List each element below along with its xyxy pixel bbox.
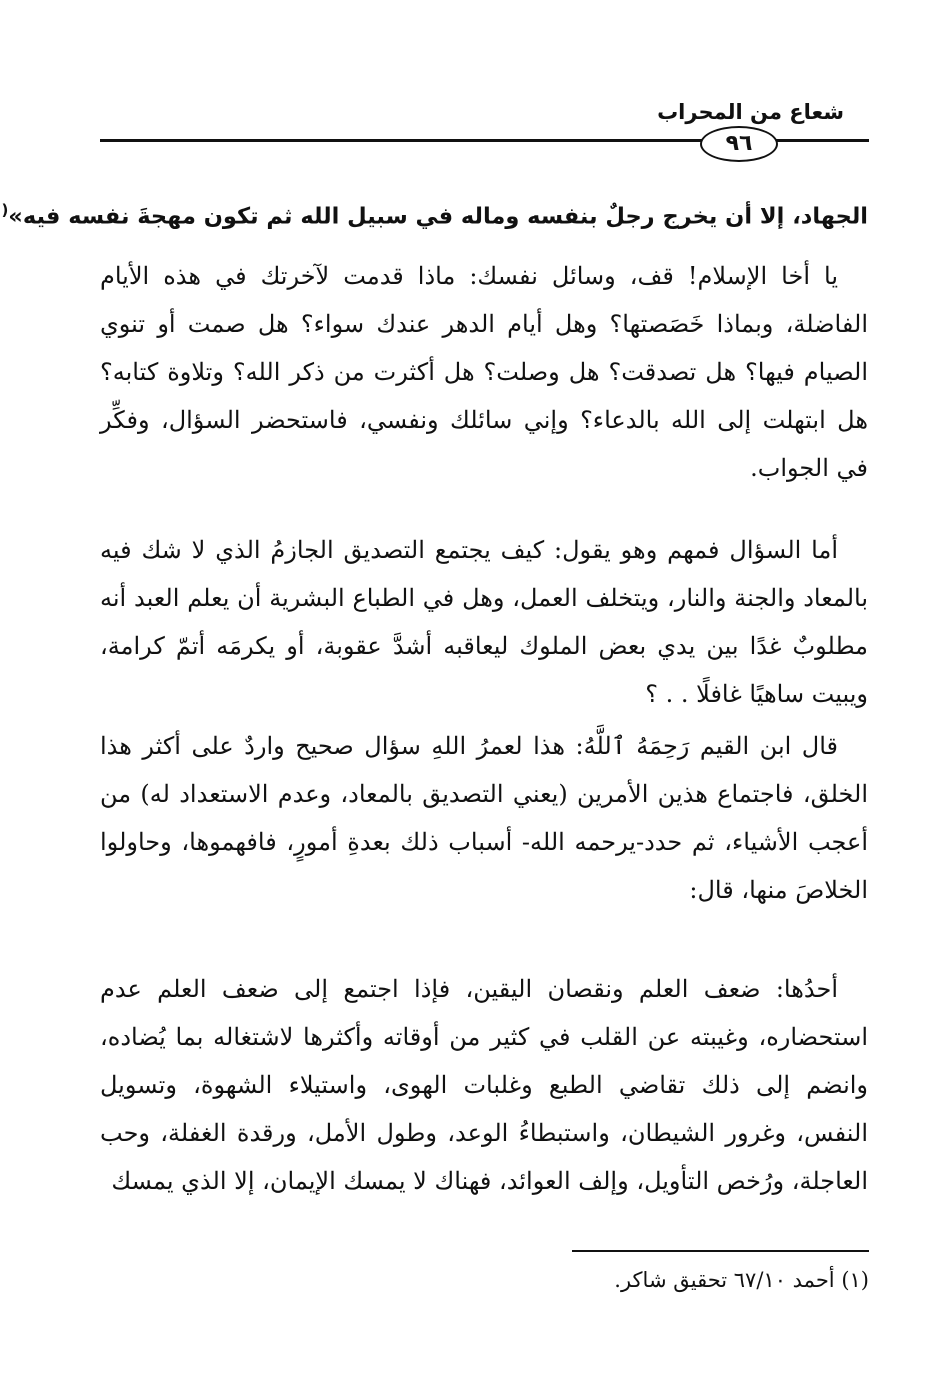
paragraph-2: أما السؤال فمهم وهو يقول: كيف يجتمع التصديق الجازمُ الذي لا شك فيه بالمعاد والجنة والنار، ويتخلف العمل، وهل في الطباع البشرية أن يعلم العبد أنه مطلوبٌ غدًا بين يدي بعض الملوك ليعاقبه أشدَّ عقوبة، أو يكرمَه أتمّ كرامة، ويبيت ساهيًا غافلًا . . ؟: [100, 536, 868, 708]
footnote-reference: (: [1, 201, 9, 219]
paragraph-1: يا أخا الإسلام! قف، وسائل نفسك: ماذا قدمت لآخرتك في هذه الأيام الفاضلة، وبماذا خَصَصتها؟ وهل أيام الدهر عندك سواء؟ هل صمت أو تنوي الصيام فيها؟ هل تصدقت؟ هل وصلت؟ هل أكثرت من ذكر الله؟ وتلاوة كتابه؟ هل ابتهلت إلى الله بالدعاء؟ وإني سائلك ونفسي، فاستحضر السؤال، وفكِّر في الجواب.: [100, 262, 868, 482]
lead-text: الجهاد، إلا أن يخرج رجلٌ بنفسه وماله في سبيل الله ثم تكون مهجةَ نفسه فيه»: [8, 203, 868, 230]
paragraph-4: أحدُها: ضعف العلم ونقصان اليقين، فإذا اجتمع إلى ضعف العلم عدم استحضاره، وغيبته عن القلب في كثير من أوقاته وأكثرها لاشتغاله بما يُضاده، وانضم إلى ذلك تقاضي الطبع وغلبات الهوى، واستيلاء الشهوة، وتسويل النفس، وغرور الشيطان، واستبطاءُ الوعد، وطول الأمل، ورقدة الغفلة، وحب العاجلة، ورُخص التأويل، وإلف العوائد، فهناك لا يمسك الإيمان، إلا الذي يمسك: [100, 975, 868, 1195]
page-number: ٩٦: [700, 126, 778, 162]
lead-line: [1, 186, 868, 241]
paragraph-3: قال ابن القيم رَحِمَهُ ٱللَّهُ: هذا لعمرُ اللهِ سؤال صحيح واردٌ على أكثر هذا الخلق، فاجتماع هذين الأمرين (يعني التصديق بالمعاد، وعدم الاستعداد له) من أعجب الأشياء، ثم حدد-يرحمه الله- أسباب ذلك بعدةِ أمورٍ، فافهموها، وحاولوا الخلاصَ منها، قال:: [100, 732, 868, 904]
footnote-separator: [572, 1250, 869, 1252]
footnote: (١) أحمد ٦٧/١٠ تحقيق شاكر.: [614, 1268, 869, 1292]
running-header-title: شعاع من المحراب: [657, 100, 844, 124]
